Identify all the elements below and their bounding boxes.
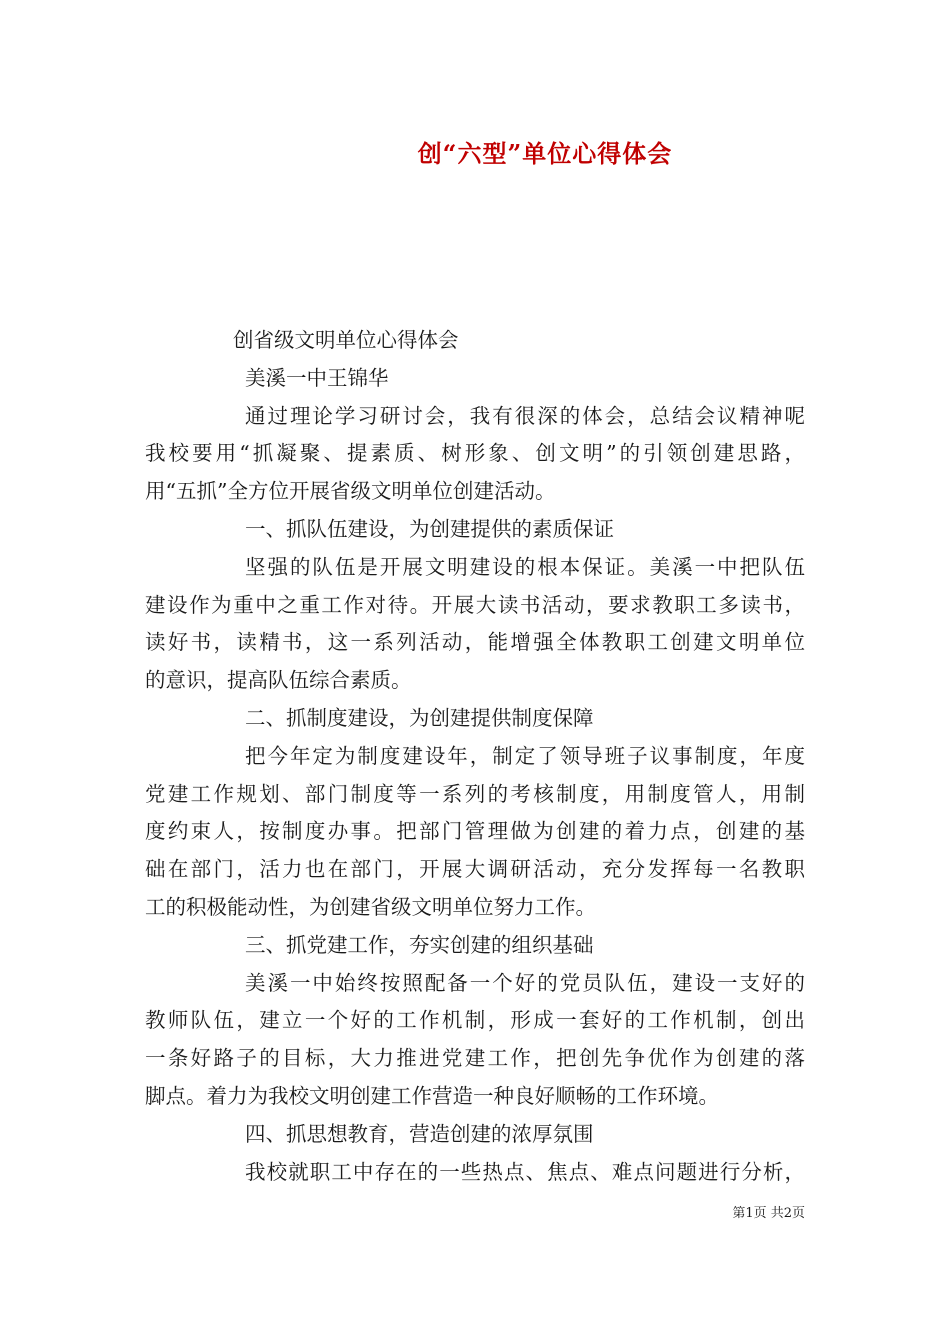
paragraph-line: 教师队伍，建立一个好的工作机制，形成一套好的工作机制，创出 [145,1008,805,1033]
paragraph-line: 脚点。着力为我校文明创建工作营造一种良好顺畅的工作环境。 [145,1083,719,1108]
document-title: 创“六型”单位心得体会 [417,139,673,168]
paragraph-line: 础在部门，活力也在部门，开展大调研活动，充分发挥每一名教职 [145,857,805,882]
paragraph-line: 党建工作规划、部门制度等一系列的考核制度，用制度管人，用制 [145,781,805,806]
document-body [145,322,805,1191]
section-heading: 三、抓党建工作，夯实创建的组织基础 [245,932,594,957]
paragraph-line: 坚强的队伍是开展文明建设的根本保证。美溪一中把队伍 [245,554,805,579]
paragraph-line: 的意识，提高队伍综合素质。 [145,668,412,693]
author-line: 美溪一中王锦华 [245,365,389,390]
paragraph-line: 通过理论学习研讨会，我有很深的体会，总结会议精神呢 [245,403,805,428]
section-heading: 四、抓思想教育，营造创建的浓厚氛围 [245,1121,594,1146]
paragraph-line: 度约束人，按制度办事。把部门管理做为创建的着力点，创建的基 [145,819,805,844]
subtitle-line: 创省级文明单位心得体会 [233,328,459,352]
paragraph-line: 我校就职工中存在的一些热点、焦点、难点问题进行分析， [245,1159,805,1184]
paragraph-line: 我校要用“抓凝聚、提素质、树形象、创文明”的引领创建思路， [145,441,805,466]
paragraph-line: 一条好路子的目标，大力推进党建工作，把创先争优作为创建的落 [145,1046,805,1071]
paragraph-line: 把今年定为制度建设年，制定了领导班子议事制度，年度 [245,743,805,768]
section-heading: 二、抓制度建设，为创建提供制度保障 [245,705,594,730]
page-number-footer: 第1页 共2页 [732,1206,805,1221]
paragraph-line: 工的积极能动性，为创建省级文明单位努力工作。 [145,894,596,919]
paragraph-line: 用“五抓”全方位开展省级文明单位创建活动。 [145,479,556,504]
section-heading: 一、抓队伍建设，为创建提供的素质保证 [245,516,614,541]
paragraph-line: 美溪一中始终按照配备一个好的党员队伍，建设一支好的 [245,970,805,995]
paragraph-line: 建设作为重中之重工作对待。开展大读书活动，要求教职工多读书， [145,592,805,617]
paragraph-line: 读好书，读精书，这一系列活动，能增强全体教职工创建文明单位 [145,630,805,655]
